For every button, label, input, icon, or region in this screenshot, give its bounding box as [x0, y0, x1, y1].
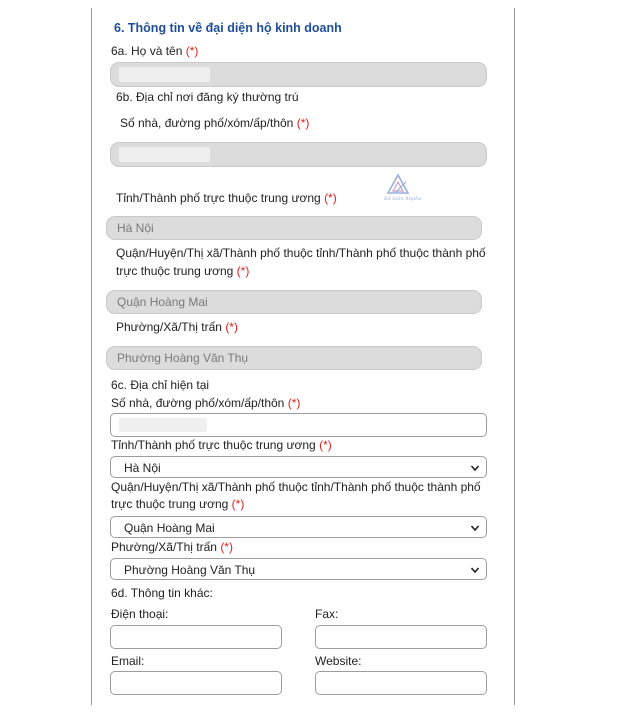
current-district-select[interactable]: [110, 516, 487, 538]
current-district-value: Quận Hoàng Mai: [124, 521, 215, 535]
phone-input[interactable]: [110, 625, 282, 649]
current-province-select[interactable]: [110, 456, 487, 478]
watermark-logo: [384, 172, 420, 206]
required-mark: (*): [236, 264, 250, 278]
current-ward-label: Phường/Xã/Thị trấn (*): [111, 540, 233, 554]
current-street-input[interactable]: [110, 413, 487, 437]
chevron-down-icon: [470, 565, 480, 575]
required-mark: (*): [231, 497, 245, 511]
email-label: Email:: [111, 654, 145, 668]
permanent-district-field: [106, 290, 482, 314]
redacted-value: [119, 67, 210, 82]
permanent-province-value: Hà Nội: [117, 221, 154, 235]
redacted-value: [119, 147, 210, 162]
required-mark: (*): [319, 438, 332, 452]
permanent-province-field: [106, 216, 482, 240]
current-district-label-line1: Quận/Huyện/Thị xã/Thành phố thuộc tỉnh/Thành phố thuộc thành phố: [111, 480, 481, 494]
required-mark: (*): [225, 320, 238, 334]
required-mark: (*): [296, 116, 310, 130]
watermark-caption: Kế toán Anpha: [384, 196, 422, 202]
redacted-value: [119, 418, 207, 432]
full-name-field: [110, 62, 487, 87]
current-ward-select[interactable]: [110, 558, 487, 580]
permanent-street-label: Số nhà, đường phố/xóm/ấp/thôn (*): [120, 116, 310, 130]
required-mark: (*): [220, 540, 233, 554]
permanent-street-field: [110, 142, 487, 167]
permanent-ward-field: [106, 346, 482, 370]
chevron-down-icon: [470, 523, 480, 533]
chevron-down-icon: [470, 463, 480, 473]
required-mark: (*): [287, 396, 301, 410]
required-mark: (*): [324, 191, 337, 205]
full-name-label: 6a. Họ và tên (*): [111, 44, 199, 58]
current-street-label: Số nhà, đường phố/xóm/ấp/thôn (*): [111, 396, 301, 410]
website-label: Website:: [315, 654, 362, 668]
phone-label: Điện thoại:: [111, 607, 169, 621]
permanent-district-value: Quận Hoàng Mai: [117, 295, 208, 309]
other-info-label: 6d. Thông tin khác:: [111, 586, 213, 600]
current-province-value: Hà Nội: [124, 461, 161, 475]
permanent-province-label: Tỉnh/Thành phố trực thuộc trung ương (*): [116, 191, 337, 205]
current-ward-value: Phường Hoàng Văn Thụ: [124, 563, 256, 577]
fax-input[interactable]: [315, 625, 487, 649]
email-input[interactable]: [110, 671, 282, 695]
current-district-label-line2: trực thuộc trung ương (*): [111, 497, 245, 511]
permanent-ward-value: Phường Hoàng Văn Thụ: [117, 351, 249, 365]
required-mark: (*): [185, 44, 199, 58]
section-title: 6. Thông tin về đại diện hộ kinh doanh: [114, 21, 342, 35]
permanent-address-label: 6b. Địa chỉ nơi đăng ký thường trú: [116, 90, 299, 104]
website-input[interactable]: [315, 671, 487, 695]
fax-label: Fax:: [315, 607, 339, 621]
permanent-district-label-line1: Quận/Huyện/Thị xã/Thành phố thuộc tỉnh/Thành phố thuộc thành phố: [116, 246, 486, 260]
permanent-ward-label: Phường/Xã/Thị trấn (*): [116, 320, 238, 334]
current-province-label: Tỉnh/Thành phố trực thuộc trung ương (*): [111, 438, 332, 452]
current-address-label: 6c. Địa chỉ hiện tại: [111, 378, 210, 392]
permanent-district-label-line2: trực thuộc trung ương (*): [116, 264, 250, 278]
